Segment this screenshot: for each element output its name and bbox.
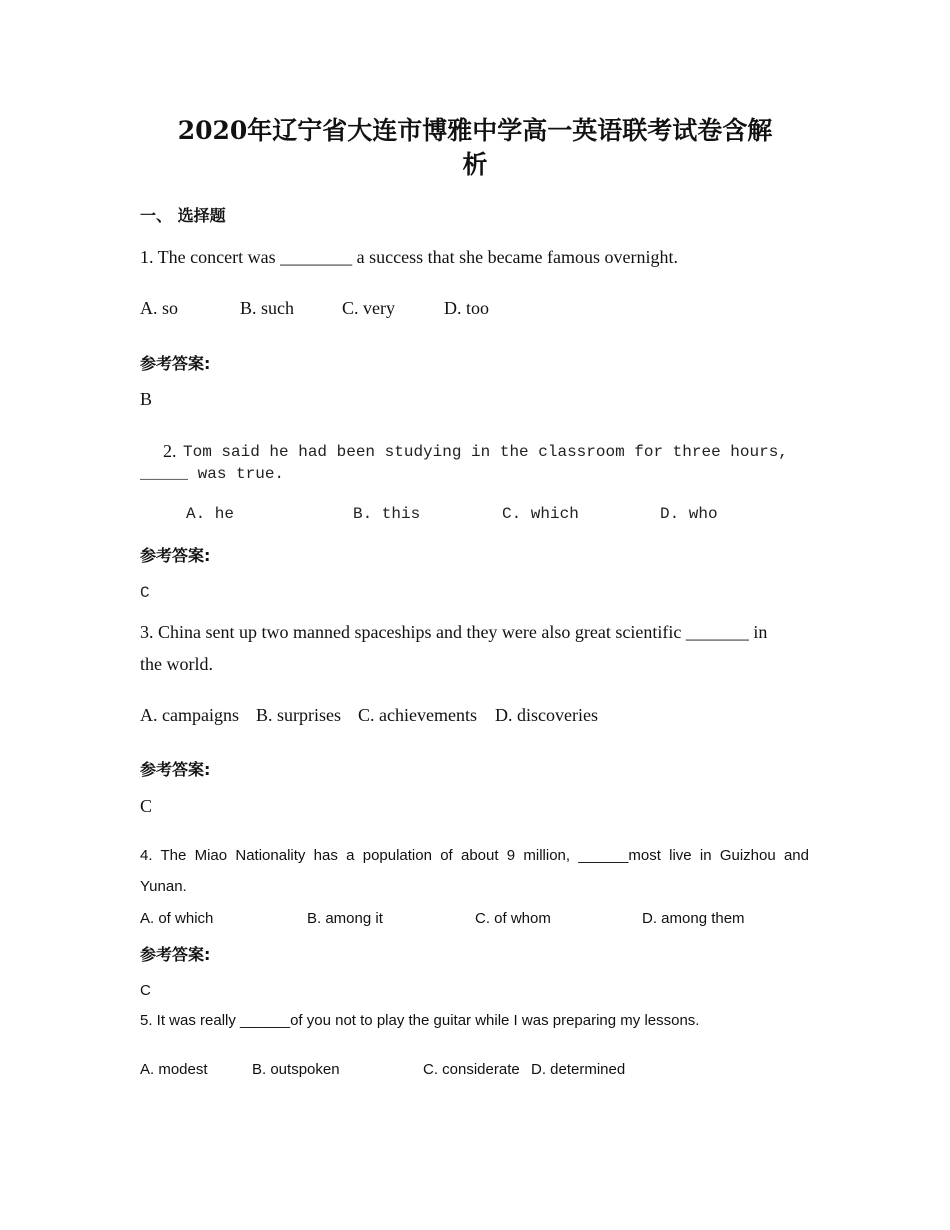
question-4-option-a: A. of which [140, 910, 214, 927]
answer-value-2: C [140, 584, 150, 602]
answer-value-3: C [140, 796, 153, 816]
question-1-option-d: D. too [444, 298, 489, 318]
document-title-line-2: 析 [462, 150, 488, 179]
question-4-stem-line-1: 4. The Miao Nationality has a population of about 9 million, ______most live in Guizhou and [140, 847, 809, 864]
question-1-option-c: C. very [342, 298, 395, 318]
document-title-line-1: 2020年辽宁省大连市博雅中学高一英语联考试卷含解 [177, 116, 773, 145]
question-4-option-c: C. of whom [475, 910, 551, 927]
question-2-stem-line-2: _____ was true. [140, 465, 285, 483]
question-3-option-d: D. discoveries [495, 705, 598, 725]
question-2-option-a: A. he [186, 505, 235, 523]
question-2-number: 2. [163, 441, 177, 461]
question-5-option-d: D. determined [531, 1061, 626, 1078]
question-2-stem-line-1: Tom said he had been studying in the classroom for three hours, [183, 443, 788, 461]
answer-value-4: C [140, 982, 151, 999]
question-1-option-a: A. so [140, 298, 179, 318]
question-4-stem-line-2: Yunan. [140, 878, 187, 895]
question-2-option-c: C. which [502, 505, 579, 523]
answer-value-1: B [140, 389, 153, 409]
question-5-option-b: B. outspoken [252, 1061, 340, 1078]
question-5-stem: 5. It was really ______of you not to play the guitar while I was preparing my lessons. [140, 1012, 700, 1029]
question-3-option-a: A. campaigns [140, 705, 239, 725]
section-heading: 一、 选择题 [140, 206, 226, 225]
question-4-option-b: B. among it [307, 910, 383, 927]
question-4-option-d: D. among them [642, 910, 745, 927]
answer-label-3: 参考答案: [140, 760, 211, 779]
question-2-option-b: B. this [353, 505, 421, 523]
question-3-stem-line-1: 3. China sent up two manned spaceships and they were also great scientific _______ in [140, 622, 768, 642]
answer-label-4: 参考答案: [140, 945, 211, 964]
question-3-option-b: B. surprises [256, 705, 341, 725]
question-5-option-a: A. modest [140, 1061, 208, 1078]
question-1-stem: 1. The concert was ________ a success that she became famous overnight. [140, 247, 679, 267]
question-3-stem-line-2: the world. [140, 654, 213, 674]
answer-label-1: 参考答案: [140, 354, 211, 373]
question-3-option-c: C. achievements [358, 705, 477, 725]
question-2-option-d: D. who [660, 505, 718, 523]
question-1-option-b: B. such [240, 298, 294, 318]
question-5-option-c: C. considerate [423, 1061, 520, 1078]
answer-label-2: 参考答案: [140, 546, 211, 565]
